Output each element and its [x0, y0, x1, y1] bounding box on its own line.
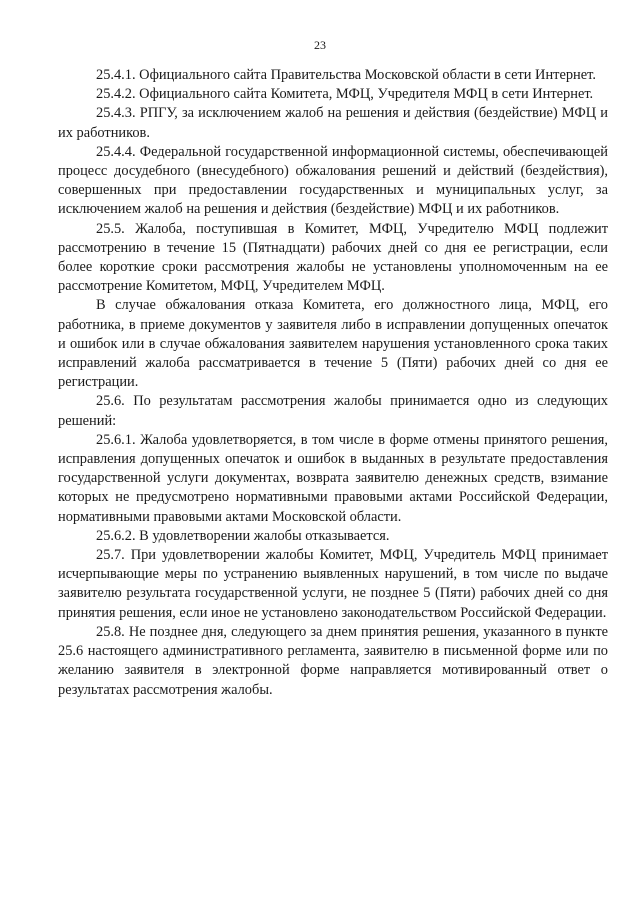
- paragraph-25-4-4: 25.4.4. Федеральной государственной информационной системы, обеспечивающей процесс досудебного (внесудебного) обжалования решений и действий (бездействия), совершенных при предоставлении государственных и муниципальных услуг, за исключением жалоб на решения и действия (бездействие) МФЦ и их работников.: [58, 143, 608, 218]
- paragraph-25-8: 25.8. Не позднее дня, следующего за днем принятия решения, указанного в пункте 25.6 настоящего административного регламента, заявителю в письменной форме или по желанию заявителя в электронной форме направляется мотивированный ответ о результатах рассмотрения жалобы.: [58, 623, 608, 698]
- page-number: 23: [314, 38, 326, 52]
- paragraph-25-5: 25.5. Жалоба, поступившая в Комитет, МФЦ, Учредителю МФЦ подлежит рассмотрению в течение 15 (Пятнадцати) рабочих дней со дня ее регистрации, если более короткие сроки рассмотрения жалобы не установлены уполномоченным на ее рассмотрение Комитетом, МФЦ, Учредителем МФЦ.: [58, 220, 608, 295]
- paragraph-25-6-1: 25.6.1. Жалоба удовлетворяется, в том числе в форме отмены принятого решения, исправления допущенных опечаток и ошибок в выданных в результате предоставления государственной услуги документах, возврата заявителю денежных средств, взимание которых не предусмотрено нормативными правовыми актами Российской Федерации, нормативными правовыми актами Московской области.: [58, 431, 608, 525]
- paragraph-25-7: 25.7. При удовлетворении жалобы Комитет, МФЦ, Учредитель МФЦ принимает исчерпывающие меры по устранению выявленных нарушений, в том числе по выдаче заявителю результата государственной услуги, не позднее 5 (Пяти) рабочих дней со дня принятия решения, если иное не установлено законодательством Российской Федерации.: [58, 547, 608, 621]
- paragraph-25-6: 25.6. По результатам рассмотрения жалобы принимается одно из следующих решений:: [58, 393, 608, 429]
- paragraph-25-4-1: 25.4.1. Официального сайта Правительства Московской области в сети Интернет.: [96, 67, 596, 83]
- paragraph-25-4-2: 25.4.2. Официального сайта Комитета, МФЦ, Учредителя МФЦ в сети Интернет.: [96, 86, 594, 103]
- document-body: [58, 66, 608, 700]
- paragraph-25-5-refusal: В случае обжалования отказа Комитета, его должностного лица, МФЦ, его работника, в приеме документов у заявителя либо в исправлении допущенных опечаток и ошибок или в случае обжалования заявителем нарушения установленного срока таких исправлений жалоба рассматривается в течение 5 (Пяти) рабочих дней со дня ее регистрации.: [58, 297, 608, 391]
- paragraph-25-6-2: 25.6.2. В удовлетворении жалобы отказывается.: [96, 527, 390, 544]
- paragraph-25-4-3: 25.4.3. РПГУ, за исключением жалоб на решения и действия (бездействие) МФЦ и их работников.: [58, 105, 608, 141]
